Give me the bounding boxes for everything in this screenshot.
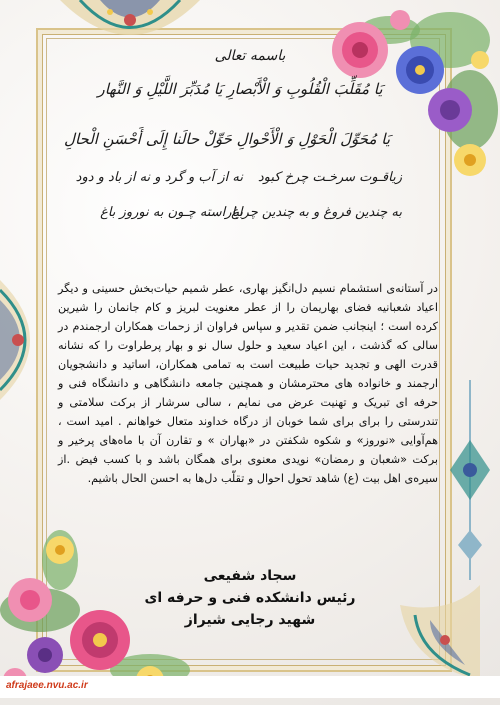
signature-title-1: رئیس دانشکده فنی و حرفه ای bbox=[144, 590, 356, 606]
signature-name: سجاد شفیعی bbox=[203, 568, 297, 584]
poem-left-1: نه از آب و گرد و نه از باد و دود bbox=[75, 170, 243, 185]
poem-right-2: به چندین فروغ و به چندین چراغ bbox=[231, 205, 402, 220]
footer-url[interactable]: afrajaee.nvu.ac.ir bbox=[6, 680, 88, 691]
basmala: باسمه تعالی bbox=[214, 48, 286, 64]
poem-right-1: زیاقـوت سرخـت چرخ کبود bbox=[257, 170, 402, 185]
right-ornament bbox=[440, 380, 500, 580]
prayer-line-1: يَا مُقَلِّبَ الْقُلُوبِ وَ الْأَبْصارِ يَا مُدَبِّرَ اللَّيْلِ وَ النَّهار bbox=[97, 80, 383, 98]
poem-left-2: بیاراسته چـون به نوروز باغ bbox=[100, 205, 243, 220]
message-body: در آستانه‌ی استشمام نسیم دل‌انگیز بهاری، عطر شمیم حیات‌بخش حسینی و دیگر اعیاد شعبانیه فضای بهاریمان را از عطر معنویت لبریز و کام جانمان را شیرین کرده است ؛ اینجانب ضمن تقدیر و سپاس فراوان از زحمات همکاران ارجمندم در سالی که گذشت ، این اعیاد سعید و حلول سال نو و بهار پرطراوت را که نشانه قدرت الهی و تجدید حیات طبیعت است به تمامی همکاران، اساتید و دانشجویان ارجمند و خانواده های محترمشان و همچنین جامعه دانشگاهی و دانشگاه فنی و حرفه ای تبریک و تهنیت عرض می نمایم ، سالی سرشار از برکت سلامتی و تندرستی را برای برای شما خوبان از درگاه خداوند متعال خواهانم . امید است ، هم‌آوایی «نوروز» و شکوه شکفتن در «بهاران » و تقارن آن با ماه‌های پرخیر و برکت «شعبان و رمضان» نویدی معنوی برای همگان باشد و با کسب فیض .از سیره‌ی اهل بیت (ع) شاهد تحول احوال و تقلّب دل‌ها به احسن الحال باشیم. bbox=[58, 282, 438, 485]
bottom-right-ornament bbox=[370, 585, 480, 680]
prayer-line-2: يَا مُحَوِّلَ الْحَوْلِ وَ الْأَحْوالِ حَوِّلْ حالَنا إِلَى أَحْسَنِ الْحالِ bbox=[64, 130, 390, 148]
signature-title-2: شهید رجایی شیراز bbox=[184, 612, 316, 628]
